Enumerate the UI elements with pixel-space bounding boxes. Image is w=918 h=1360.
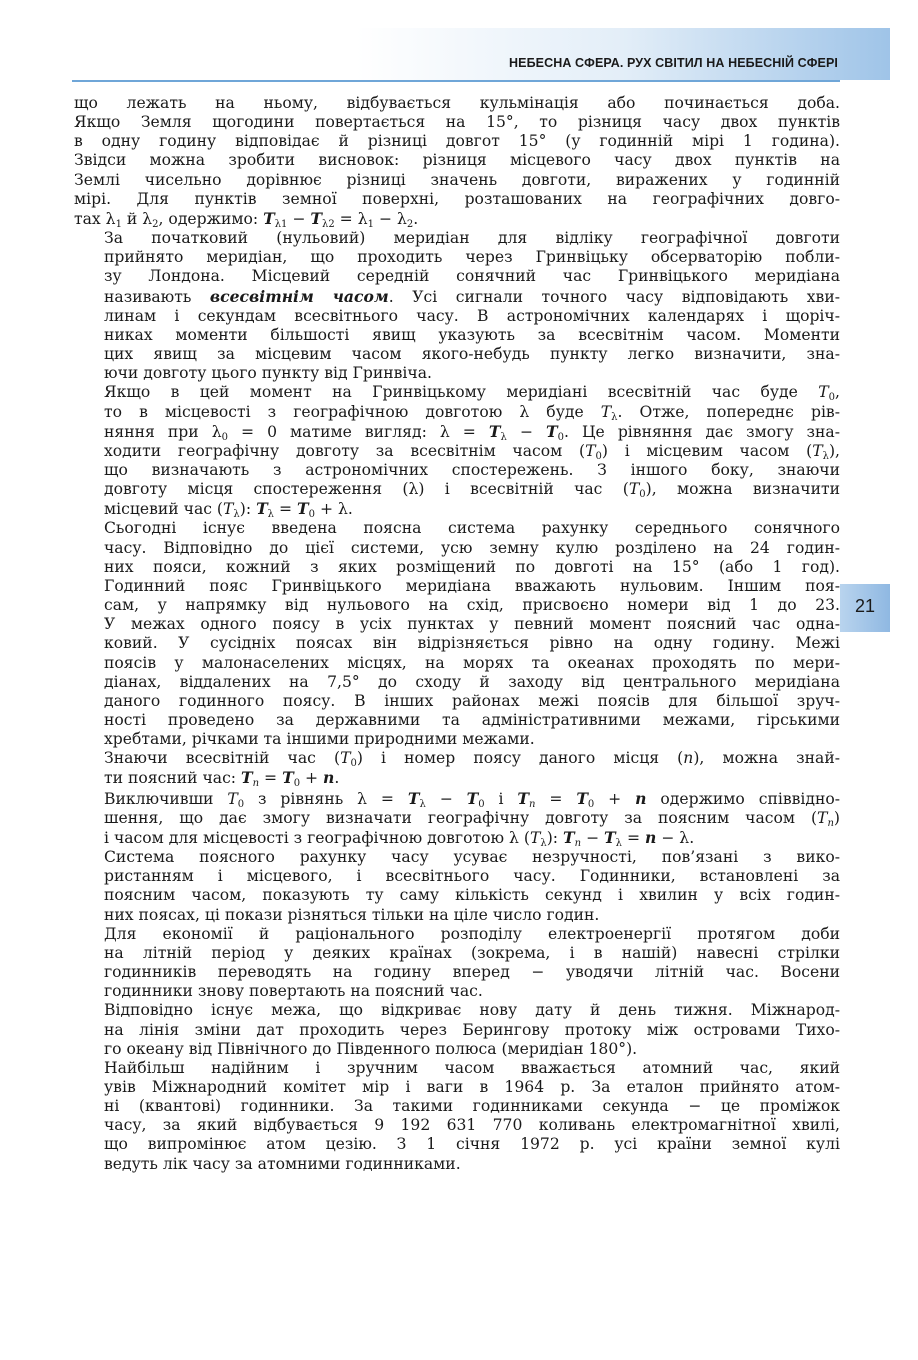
paragraph-2: За початковий (нульовий) меридіан для відліку географічної довготи прийнято меридіан, що проходить через Гринвіцьку обсерваторію побли- зу Лондона. Місцевий середній сонячний час Гринвіцького меридіана називають всесвітнім часом. Усі сигнали точного часу відповідають хви- линам і секундам всесвітнього часу. В астрономічних календарях і щоріч- никах моменти більшості явищ указують за всесвітнім часом. Моменти цих явищ за місцевим часом якого-небудь пункту легко визначити, зна- ючи довготу цього пункту від Гринвіча. [104, 229, 840, 383]
paragraph-8: Для економії й раціонального розподілу електроенергії протягом доби на літній період у деяких країнах (зокрема, і в нашій) навесні стрілки годинників переводять на годину вперед − уводячи літній час. Восени годинники знову повертають на поясний час. [104, 924, 840, 1001]
header-band [0, 28, 890, 80]
paragraph-10: Найбільш надійним і зручним часом вважається атомний час, який увів Міжнародний комітет мір і ваги в 1964 р. За еталон прийнято атом- ні (квантові) годинники. За такими годинниками секунда − це проміжок часу, за який відбувається 9 192 631 770 коливань електромагнітної хвилі, що випромінює атом цезію. З 1 січня 1972 р. усі країни земної кулі ведуть лік часу за атомними годинниками. [104, 1058, 840, 1173]
paragraph-1: що лежать на ньому, відбувається кульмінація або починається доба. Якщо Земля щогодини повертається на 15°, то різниця часу двох пунктів в одну годину відповідає й різниці довгот 15° (у годинній мірі 1 година). Звідси можна зробити висновок: різниця місцевого часу двох пунктів на Землі чисельно дорівнює різниці значень довготи, виражених у годинній мірі. Для пунктів земної поверхні, розташованих на географічних довго- тах $\lambda_1$ й $\lambda_2$, одержимо: $T_{\lambda 1} - T_{\lambda 2} = \lambda_1 - \lambda_2$. [74, 94, 840, 230]
page-number-tab [840, 584, 890, 632]
page-number: 21 [854, 596, 876, 616]
paragraph-6: Виключивши $T_0$ з рівнянь $\lambda = T_\lambda - T_0$ і $T_n = T_0 + n$ одержимо співвідно- шення, що дає змогу визначати географічну довготу за поясним часом $(T_n)$ і часом для місцевості з географічною довготою λ $(T_\lambda)$: $T_n - T_\lambda = n - \lambda$. [104, 788, 841, 849]
running-header: НЕБЕСНА СФЕРА. РУХ СВІТИЛ НА НЕБЕСНІЙ СФЕРІ [509, 56, 838, 70]
paragraph-5: Знаючи всесвітній час $(T_0)$ і номер поясу даного місця (n), можна знай- ти поясний час: $T_n = T_0 + n$. [104, 749, 840, 790]
paragraph-7: Система поясного рахунку часу усуває незручності, пов’язані з вико- ристанням і місцевого, і всесвітнього часу. Годинники, встановлені за поясним часом, показують ту саму кількість секунд і хвилин у всіх годин- них поясах, ці покази різняться тільки на ціле число годин. [104, 848, 840, 924]
paragraph-4: Сьогодні існує введена поясна система рахунку середнього сонячного часу. Відповідно до цієї системи, усю земну кулю розділено на 24 годин- них пояси, кожний з яких розміщений по довготі на 15° (або 1 год). Годинний пояс Гринвіцького меридіана вважають нульовим. Іншим поя- сам, у напрямку від нульового на схід, присвоєно номери від 1 до 23. У межах одного поясу в усіх пунктах у певний момент поясний час одна- ковий. У сусідніх поясах він відрізняється рівно на одну годину. Межі поясів у малонаселених місцях, на морях та океанах проходять по мери- діанах, віддалених на 7,5° до сходу й заходу від центрального меридіана даного годинного поясу. В інших районах межі поясів для більшої зруч- ності проведено за державними та адміністративними межами, гірськими хребтами, річками та іншими природними межами. [104, 519, 840, 749]
body-text [74, 94, 840, 1174]
paragraph-3: Якщо в цей момент на Гринвіцькому меридіані всесвітній час буде $T_0$, то в місцевості з географічною довготою λ буде $T_\lambda$. Отже, попереднє рів- няння при $\lambda_0 = 0$ матиме вигляд: $\lambda = T_\lambda - T_0$. Це рівняння дає змогу зна- ходити географічну довготу за всесвітнім часом $(T_0)$ і місцевим часом $(T_\lambda)$, що визначають з астрономічних спостережень. З іншого боку, знаючи довготу місця спостереження (λ) і всесвітній час $(T_0)$, можна визначити місцевий час $(T_\lambda)$: $T_\lambda = T_0 + \lambda$. [104, 383, 841, 521]
header-rule [72, 80, 840, 82]
paragraph-9: Відповідно існує межа, що відкриває нову дату й день тижня. Міжнарод- на лінія зміни дат проходить через Берингову протоку між островами Тихо- го океану від Північного до Південного полюса (меридіан 180°). [104, 1001, 840, 1058]
